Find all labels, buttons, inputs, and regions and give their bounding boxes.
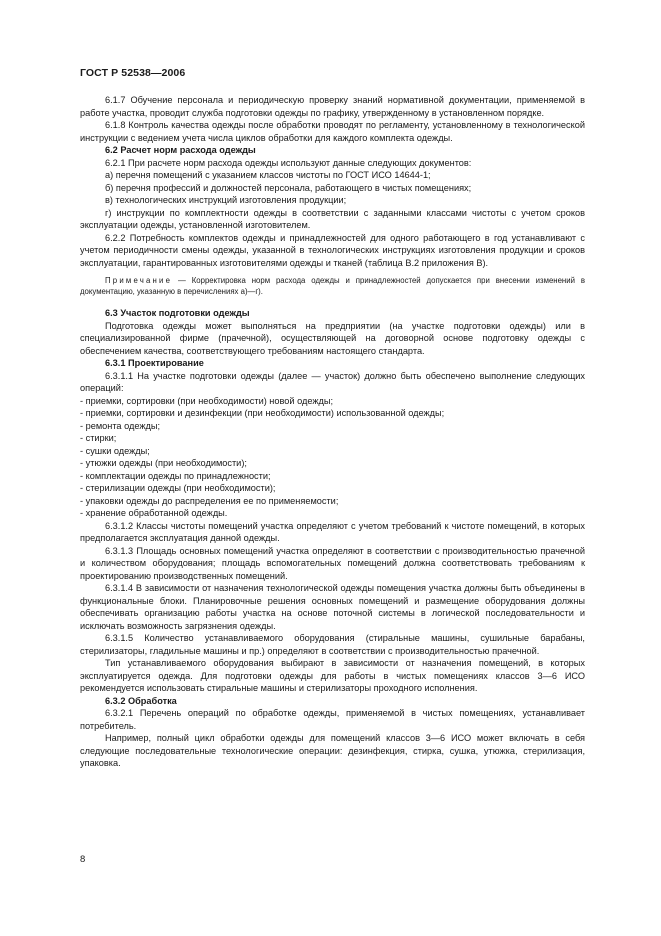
document-body xyxy=(80,94,585,770)
list-item: - сушки одежды; xyxy=(80,445,150,456)
paragraph-6-1-8: 6.1.8 Контроль качества одежды после обработки проводят по регламенту, установленному в технологической инструкции с ведением учета числа циклов обработки для каждого комплекта одежды. xyxy=(80,120,585,143)
section-heading-6-3-1: 6.3.1 Проектирование xyxy=(105,358,204,368)
list-item: - стирки; xyxy=(80,433,117,443)
paragraph-6-3-1-2: 6.3.1.2 Классы чистоты помещений участка определяют с учетом требований к чистоте помещений, в которых предполагается эксплуатация данной одежды. xyxy=(80,520,585,543)
paragraph-6-3: Подготовка одежды может выполняться на предприятии (на участке подготовки одежды) или в специализированной фирме (прачечной), осуществляющей на договорной основе подготовку одежды с обеспечением качества, соответствующего требованиям настоящего стандарта. xyxy=(80,320,585,356)
paragraph-6-2-2: 6.2.2 Потребность комплектов одежды и принадлежностей для одного работающего в год устанавливают с учетом периодичности смены одежды, указанной в технологических инструкциях изготовления продукции и сроков эксплуатации, гарантированных изготовителями одежды и тканей (таблица В.2 приложения В). xyxy=(80,232,585,268)
section-heading-6-2: 6.2 Расчет норм расхода одежды xyxy=(105,145,256,155)
paragraph-6-3-1-3: 6.3.1.3 Площадь основных помещений участка определяют в соответствии с производительностью прачечной и количеством оборудования; площадь вспомогательных помещений должна соответствовать требованиям к проектированию производственных помещений. xyxy=(80,545,585,581)
paragraph-6-3-1-4: 6.3.1.4 В зависимости от назначения технологической одежды помещения участка должны быть объединены в функциональные блоки. Планировочные решения основных помещений и размещение оборудования должны обеспечивать организацию работы участка на основе поточной системы в логической последовательности и исключать возможность загрязнения одежды. xyxy=(80,583,585,631)
paragraph-6-2-1: 6.2.1 При расчете норм расхода одежды используют данные следующих документов: xyxy=(105,157,472,168)
list-item: а) перечня помещений с указанием классов чистоты по ГОСТ ИСО 14644-1; xyxy=(105,170,431,180)
list-item: г) инструкции по комплектности одежды в соответствии с заданными классами чистоты с учетом сроков эксплуатации одежды, установленной изготовителем. xyxy=(80,207,585,230)
paragraph-6-3-1-1: 6.3.1.1 На участке подготовки одежды (далее — участок) должно быть обеспечено выполнение следующих операций: xyxy=(80,370,585,393)
paragraph-6-3-1-5: 6.3.1.5 Количество устанавливаемого оборудования (стиральные машины, сушильные барабаны, стерилизаторы, гладильные машины и пр.) определяют в соответствии с производительностью прачечной. xyxy=(80,633,585,656)
paragraph-equipment-type: Тип устанавливаемого оборудования выбирают в зависимости от назначения помещений, в которых эксплуатируется одежда. Для подготовки одежды для работы в чистых помещениях классов 3—6 ИСО рекомендуется использовать стиральные машины и стерилизаторы проходного исполнения. xyxy=(80,658,585,693)
list-item: - комплектации одежды по принадлежности; xyxy=(80,470,271,481)
list-item: б) перечня профессий и должностей персонала, работающего в чистых помещениях; xyxy=(105,182,472,193)
section-heading-6-3-2: 6.3.2 Обработка xyxy=(105,695,177,706)
list-item: - упаковки одежды до распределения ее по применяемости; xyxy=(80,495,339,506)
list-item: в) технологических инструкций изготовления продукции; xyxy=(105,195,347,205)
note-label: Примечание xyxy=(105,276,173,285)
document-header: ГОСТ Р 52538—2006 xyxy=(80,67,186,79)
list-item: - приемки, сортировки и дезинфекции (при необходимости) использованной одежды; xyxy=(80,408,445,418)
section-heading-6-3: 6.3 Участок подготовки одежды xyxy=(105,308,250,318)
note xyxy=(80,275,585,297)
list-item: - ремонта одежды; xyxy=(80,420,161,431)
paragraph-6-1-7: 6.1.7 Обучение персонала и периодическую проверку знаний нормативной документации, применяемой в работе участка, проводит служба подготовки одежды по графику, утвержденному в установленном порядке. xyxy=(80,95,585,118)
paragraph-example: Например, полный цикл обработки одежды для помещений классов 3—6 ИСО может включать в себя следующие последовательные технологические операции: дезинфекция, стирка, сушка, утюжка, стерилизация, упаковка. xyxy=(80,733,585,768)
list-item: - утюжки одежды (при необходимости); xyxy=(80,458,247,468)
list-item: - приемки, сортировки (при необходимости) новой одежды; xyxy=(80,395,334,406)
list-item: - стерилизации одежды (при необходимости); xyxy=(80,483,276,493)
list-item: - хранение обработанной одежды. xyxy=(80,508,228,518)
paragraph-6-3-2-1: 6.3.2.1 Перечень операций по обработке одежды, применяемой в чистых помещениях, устанавливает потребитель. xyxy=(80,708,585,731)
note-text: — Корректировка норм расхода одежды и принадлежностей допускается при внесении изменений в документацию, указанную в перечислениях а)—г). xyxy=(80,276,585,296)
page-number: 8 xyxy=(80,854,86,865)
